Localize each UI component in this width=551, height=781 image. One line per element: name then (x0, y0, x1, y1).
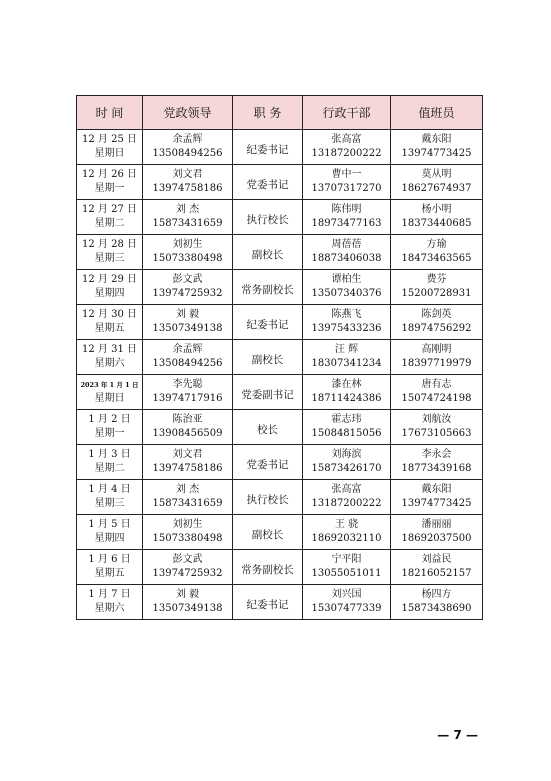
admin-name: 刘兴国 (331, 589, 362, 600)
leader-phone: 13508494256 (152, 358, 223, 369)
staff-phone: 18216052157 (401, 568, 472, 579)
leader-name: 刘初生 (172, 519, 203, 530)
table-row (77, 585, 483, 620)
leader-name: 余孟辉 (172, 344, 203, 355)
header-party-leader: 党政领导 (143, 96, 233, 130)
weekday-text: 星期六 (94, 358, 125, 369)
post-cell (233, 375, 303, 410)
table-row (77, 375, 483, 410)
admin-name: 周蓓蓓 (331, 239, 362, 250)
time-cell (77, 270, 143, 305)
admin-cadre-cell (303, 130, 391, 165)
post-cell (233, 585, 303, 620)
header-time: 时 间 (77, 96, 143, 130)
duty-staff-cell (391, 200, 483, 235)
post-text: 党委书记 (246, 458, 289, 471)
date-text: 1 月 2 日 (88, 414, 131, 425)
date-text: 12 月 31 日 (82, 344, 137, 355)
admin-name: 漆在林 (331, 379, 362, 390)
date-text: 1 月 6 日 (88, 554, 131, 565)
leader-name: 刘 杰 (175, 204, 200, 215)
staff-phone: 18773439168 (401, 463, 472, 474)
party-leader-cell (143, 375, 233, 410)
staff-name: 方瑜 (426, 239, 447, 250)
staff-name: 高刚明 (421, 344, 452, 355)
admin-cadre-cell (303, 445, 391, 480)
date-text: 12 月 26 日 (82, 169, 137, 180)
leader-phone: 13974717916 (152, 393, 223, 404)
weekday-text: 星期三 (94, 253, 125, 264)
time-cell (77, 410, 143, 445)
post-text: 执行校长 (246, 213, 289, 226)
post-text: 党委书记 (246, 178, 289, 191)
leader-phone: 15073380498 (152, 253, 223, 264)
party-leader-cell (143, 340, 233, 375)
date-text: 12 月 27 日 (82, 204, 137, 215)
admin-cadre-cell (303, 515, 391, 550)
leader-name: 余孟辉 (172, 134, 203, 145)
staff-phone: 18373440685 (401, 218, 472, 229)
admin-phone: 15084815056 (311, 428, 382, 439)
leader-phone: 15873431659 (152, 498, 223, 509)
staff-phone: 17673105663 (401, 428, 472, 439)
weekday-text: 星期一 (94, 428, 125, 439)
leader-phone: 13974758186 (152, 463, 223, 474)
admin-phone: 18711424386 (311, 393, 382, 404)
duty-staff-cell (391, 585, 483, 620)
table-row (77, 165, 483, 200)
admin-name: 曹中一 (331, 169, 362, 180)
weekday-text: 星期四 (94, 533, 125, 544)
time-cell (77, 305, 143, 340)
post-text: 纪委书记 (246, 143, 289, 156)
staff-phone: 15873438690 (401, 603, 472, 614)
staff-name: 杨小明 (421, 204, 452, 215)
leader-name: 刘 毅 (175, 589, 200, 600)
post-text: 党委副书记 (241, 388, 294, 401)
admin-name: 张高富 (331, 484, 362, 495)
page-number: — 7 — (437, 728, 478, 742)
leader-name: 刘文君 (172, 449, 203, 460)
admin-name: 陈伟明 (331, 204, 362, 215)
time-cell (77, 515, 143, 550)
leader-name: 刘 毅 (175, 309, 200, 320)
time-cell (77, 235, 143, 270)
admin-phone: 15307477339 (311, 603, 382, 614)
admin-name: 宁平阳 (331, 554, 362, 565)
post-cell (233, 550, 303, 585)
leader-name: 陈治亚 (172, 414, 203, 425)
staff-phone: 15074724198 (401, 393, 472, 404)
post-cell (233, 130, 303, 165)
duty-staff-cell (391, 515, 483, 550)
weekday-text: 星期四 (94, 288, 125, 299)
admin-cadre-cell (303, 480, 391, 515)
staff-name: 潘丽丽 (421, 519, 452, 530)
time-cell (77, 445, 143, 480)
leader-phone: 13507349138 (152, 323, 223, 334)
date-text: 1 月 3 日 (88, 449, 131, 460)
duty-staff-cell (391, 270, 483, 305)
header-post: 职 务 (233, 96, 303, 130)
admin-cadre-cell (303, 410, 391, 445)
post-text: 副校长 (251, 528, 284, 541)
date-text: 1 月 5 日 (88, 519, 131, 530)
admin-phone: 15873426170 (311, 463, 382, 474)
staff-phone: 13974773425 (401, 148, 472, 159)
weekday-text: 星期五 (94, 568, 125, 579)
admin-cadre-cell (303, 200, 391, 235)
post-cell (233, 235, 303, 270)
staff-name: 李永会 (421, 449, 452, 460)
leader-name: 刘初生 (172, 239, 203, 250)
table-row (77, 130, 483, 165)
time-cell (77, 200, 143, 235)
admin-cadre-cell (303, 235, 391, 270)
staff-name: 陈剑英 (421, 309, 452, 320)
party-leader-cell (143, 410, 233, 445)
duty-staff-cell (391, 340, 483, 375)
party-leader-cell (143, 550, 233, 585)
party-leader-cell (143, 165, 233, 200)
duty-roster-table (76, 95, 483, 620)
time-cell (77, 165, 143, 200)
date-text: 12 月 29 日 (82, 274, 137, 285)
admin-phone: 13707317270 (311, 183, 382, 194)
duty-staff-cell (391, 375, 483, 410)
admin-phone: 13975433236 (311, 323, 382, 334)
duty-staff-cell (391, 130, 483, 165)
post-text: 常务副校长 (241, 283, 294, 296)
admin-phone: 18307341234 (311, 358, 382, 369)
admin-cadre-cell (303, 270, 391, 305)
post-cell (233, 410, 303, 445)
party-leader-cell (143, 305, 233, 340)
leader-name: 彭文武 (172, 274, 203, 285)
staff-name: 刘航汝 (421, 414, 452, 425)
party-leader-cell (143, 445, 233, 480)
table-row (77, 235, 483, 270)
post-text: 校长 (257, 423, 278, 436)
party-leader-cell (143, 130, 233, 165)
staff-name: 戴东阳 (421, 134, 452, 145)
staff-name: 戴东阳 (421, 484, 452, 495)
admin-phone: 18973477163 (311, 218, 382, 229)
time-cell (77, 550, 143, 585)
date-text: 2023 年 1 月 1 日 (80, 381, 139, 389)
post-text: 副校长 (251, 248, 284, 261)
duty-staff-cell (391, 550, 483, 585)
leader-phone: 15073380498 (152, 533, 223, 544)
post-text: 常务副校长 (241, 563, 294, 576)
staff-name: 刘益民 (421, 554, 452, 565)
staff-phone: 18627674937 (401, 183, 472, 194)
time-cell (77, 130, 143, 165)
staff-name: 费芬 (426, 274, 447, 285)
post-text: 纪委书记 (246, 598, 289, 611)
leader-phone: 13974725932 (152, 288, 223, 299)
party-leader-cell (143, 515, 233, 550)
duty-staff-cell (391, 410, 483, 445)
table-row (77, 550, 483, 585)
weekday-text: 星期五 (94, 323, 125, 334)
admin-cadre-cell (303, 340, 391, 375)
duty-staff-cell (391, 305, 483, 340)
admin-cadre-cell (303, 165, 391, 200)
party-leader-cell (143, 480, 233, 515)
staff-phone: 18974756292 (401, 323, 472, 334)
duty-staff-cell (391, 480, 483, 515)
date-text: 1 月 4 日 (88, 484, 131, 495)
weekday-text: 星期二 (94, 463, 125, 474)
leader-phone: 13974758186 (152, 183, 223, 194)
admin-name: 张高富 (331, 134, 362, 145)
post-cell (233, 340, 303, 375)
leader-name: 李先聪 (172, 379, 203, 390)
table-row (77, 270, 483, 305)
staff-phone: 18397719979 (401, 358, 472, 369)
leader-name: 刘文君 (172, 169, 203, 180)
admin-phone: 13055051011 (311, 568, 382, 579)
date-text: 1 月 7 日 (88, 589, 131, 600)
header-duty-staff: 值班员 (391, 96, 483, 130)
weekday-text: 星期六 (94, 603, 125, 614)
post-text: 执行校长 (246, 493, 289, 506)
post-cell (233, 480, 303, 515)
time-cell (77, 340, 143, 375)
leader-name: 刘 杰 (175, 484, 200, 495)
table-row (77, 340, 483, 375)
staff-phone: 18473463565 (401, 253, 472, 264)
header-admin-cadre: 行政干部 (303, 96, 391, 130)
date-text: 12 月 30 日 (82, 309, 137, 320)
post-cell (233, 270, 303, 305)
table-row (77, 445, 483, 480)
table-body (77, 130, 483, 620)
leader-phone: 13507349138 (152, 603, 223, 614)
admin-name: 汪 辉 (334, 344, 359, 355)
post-text: 纪委书记 (246, 318, 289, 331)
staff-name: 唐有志 (421, 379, 452, 390)
staff-phone: 15200728931 (401, 288, 472, 299)
date-text: 12 月 28 日 (82, 239, 137, 250)
weekday-text: 星期三 (94, 498, 125, 509)
admin-phone: 13507340376 (311, 288, 382, 299)
leader-name: 彭文武 (172, 554, 203, 565)
table-row (77, 480, 483, 515)
leader-phone: 13508494256 (152, 148, 223, 159)
duty-staff-cell (391, 445, 483, 480)
post-cell (233, 165, 303, 200)
table-row (77, 200, 483, 235)
duty-staff-cell (391, 165, 483, 200)
admin-cadre-cell (303, 585, 391, 620)
admin-name: 王 骁 (334, 519, 359, 530)
post-cell (233, 305, 303, 340)
admin-cadre-cell (303, 305, 391, 340)
leader-phone: 13908456509 (152, 428, 223, 439)
admin-name: 谭柏生 (331, 274, 362, 285)
weekday-text: 星期日 (94, 148, 125, 159)
admin-name: 刘海滨 (331, 449, 362, 460)
table-row (77, 515, 483, 550)
table-row (77, 410, 483, 445)
time-cell (77, 480, 143, 515)
party-leader-cell (143, 200, 233, 235)
party-leader-cell (143, 235, 233, 270)
admin-cadre-cell (303, 375, 391, 410)
admin-phone: 13187200222 (311, 148, 382, 159)
admin-phone: 18692032110 (311, 533, 382, 544)
post-cell (233, 445, 303, 480)
table-header-row (77, 96, 483, 130)
post-text: 副校长 (251, 353, 284, 366)
weekday-text: 星期二 (94, 218, 125, 229)
party-leader-cell (143, 270, 233, 305)
staff-phone: 13974773425 (401, 498, 472, 509)
duty-staff-cell (391, 235, 483, 270)
admin-name: 陈燕飞 (331, 309, 362, 320)
admin-name: 霍志玮 (331, 414, 362, 425)
post-cell (233, 200, 303, 235)
admin-phone: 13187200222 (311, 498, 382, 509)
party-leader-cell (143, 585, 233, 620)
time-cell (77, 585, 143, 620)
staff-phone: 18692037500 (401, 533, 472, 544)
staff-name: 杨四方 (421, 589, 452, 600)
date-text: 12 月 25 日 (82, 134, 137, 145)
weekday-text: 星期日 (94, 393, 125, 404)
table-row (77, 305, 483, 340)
time-cell (77, 375, 143, 410)
leader-phone: 15873431659 (152, 218, 223, 229)
leader-phone: 13974725932 (152, 568, 223, 579)
weekday-text: 星期一 (94, 183, 125, 194)
post-cell (233, 515, 303, 550)
staff-name: 莫从明 (421, 169, 452, 180)
admin-cadre-cell (303, 550, 391, 585)
admin-phone: 18873406038 (311, 253, 382, 264)
